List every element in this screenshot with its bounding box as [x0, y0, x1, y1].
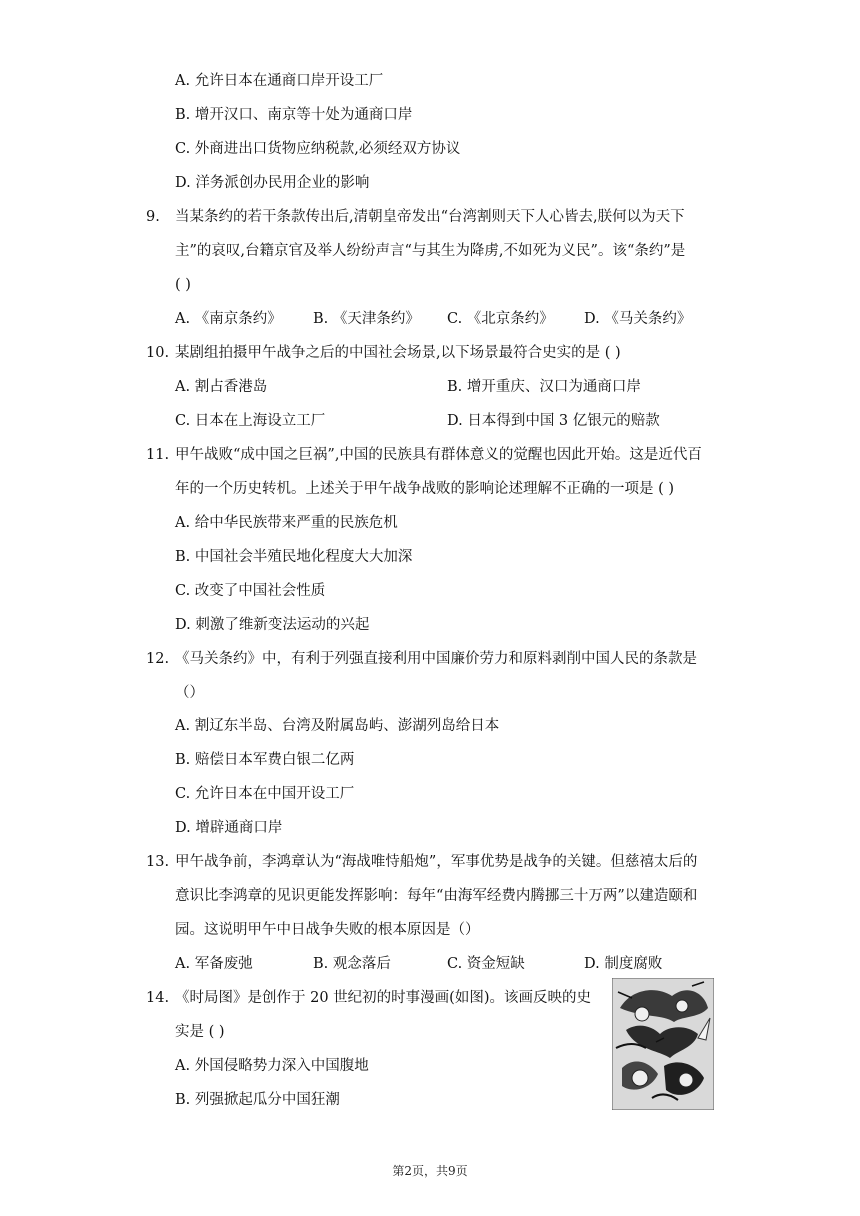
q10-option-c: C. 日本在上海设立工厂: [175, 413, 326, 429]
q14-stem-line-2: 实是 ( ): [175, 1024, 225, 1040]
q13-option-d: D. 制度腐败: [584, 956, 663, 972]
q8-option-a: A. 允许日本在通商口岸开设工厂: [175, 73, 384, 89]
q13-stem-line-1: 甲午战争前，李鸿章认为“海战唯恃船炮”，军事优势是战争的关键。但慈禧太后的: [175, 854, 698, 870]
q13-option-a: A. 军备废弛: [175, 956, 253, 972]
q13-number: 13.: [146, 854, 170, 870]
q9-option-b: B. 《天津条约》: [313, 311, 420, 327]
q13-option-c: C. 资金短缺: [447, 956, 525, 972]
q11-number: 11.: [146, 447, 170, 463]
q10-option-d: D. 日本得到中国 3 亿银元的赔款: [447, 413, 660, 429]
q12-stem-line-2: （）: [175, 685, 204, 701]
q10-option-b: B. 增开重庆、汉口为通商口岸: [447, 379, 641, 395]
q9-stem-line-2: 主”的哀叹,台籍京官及举人纷纷声言“与其生为降虏,不如死为义民”。该“条约”是: [175, 243, 686, 259]
q10-stem: 某剧组拍摄甲午战争之后的中国社会场景,以下场景最符合史实的是 ( ): [175, 345, 621, 361]
q10-number: 10.: [146, 345, 170, 361]
q9-option-c: C. 《北京条约》: [447, 311, 554, 327]
q8-option-d: D. 洋务派创办民用企业的影响: [175, 175, 370, 191]
q9-stem-line-3: ( ): [175, 277, 191, 293]
q14-number: 14.: [146, 990, 170, 1006]
q12-option-c: C. 允许日本在中国开设工厂: [175, 786, 355, 802]
q12-option-b: B. 赔偿日本军费白银二亿两: [175, 752, 355, 768]
q12-option-d: D. 增辟通商口岸: [175, 820, 283, 836]
q13-option-b: B. 观念落后: [313, 956, 391, 972]
q11-option-d: D. 刺激了维新变法运动的兴起: [175, 617, 370, 633]
q9-stem-line-1: 当某条约的若干条款传出后,清朝皇帝发出“台湾割则天下人心皆去,朕何以为天下: [175, 209, 685, 225]
q12-stem-line-1: 《马关条约》中，有利于列强直接利用中国廉价劳力和原料剥削中国人民的条款是: [175, 651, 697, 667]
q14-stem-line-1: 《时局图》是创作于 20 世纪初的时事漫画(如图)。该画反映的史: [175, 990, 591, 1006]
q8-option-c: C. 外商进出口货物应纳税款,必须经双方协议: [175, 141, 461, 157]
q11-option-c: C. 改变了中国社会性质: [175, 583, 326, 599]
q9-option-d: D. 《马关条约》: [584, 311, 692, 327]
q11-stem-line-1: 甲午战败“成中国之巨祸”,中国的民族具有群体意义的觉醒也因此开始。这是近代百: [175, 447, 702, 463]
q12-number: 12.: [146, 651, 170, 667]
page-footer: 第2页，共9页: [392, 1164, 468, 1178]
q14-option-a: A. 外国侵略势力深入中国腹地: [175, 1058, 369, 1074]
q9-option-a: A. 《南京条约》: [175, 311, 282, 327]
q11-stem-line-2: 年的一个历史转机。上述关于甲午战争战败的影响论述理解不正确的一项是 ( ): [175, 481, 675, 497]
q13-stem-line-3: 园。这说明甲午中日战争失败的根本原因是（）: [175, 922, 480, 938]
cartoon-illustration: [612, 978, 714, 1110]
q9-number: 9.: [146, 209, 160, 225]
q14-option-b: B. 列强掀起瓜分中国狂潮: [175, 1092, 340, 1108]
q12-option-a: A. 割辽东半岛、台湾及附属岛屿、澎湖列岛给日本: [175, 718, 500, 734]
q11-option-b: B. 中国社会半殖民地化程度大大加深: [175, 549, 413, 565]
q10-option-a: A. 割占香港岛: [175, 379, 268, 395]
q11-option-a: A. 给中华民族带来严重的民族危机: [175, 515, 398, 531]
q13-stem-line-2: 意识比李鸿章的见识更能发挥影响：每年“由海军经费内腾挪三十万两”以建造颐和: [175, 888, 698, 904]
q8-option-b: B. 增开汉口、南京等十处为通商口岸: [175, 107, 413, 123]
